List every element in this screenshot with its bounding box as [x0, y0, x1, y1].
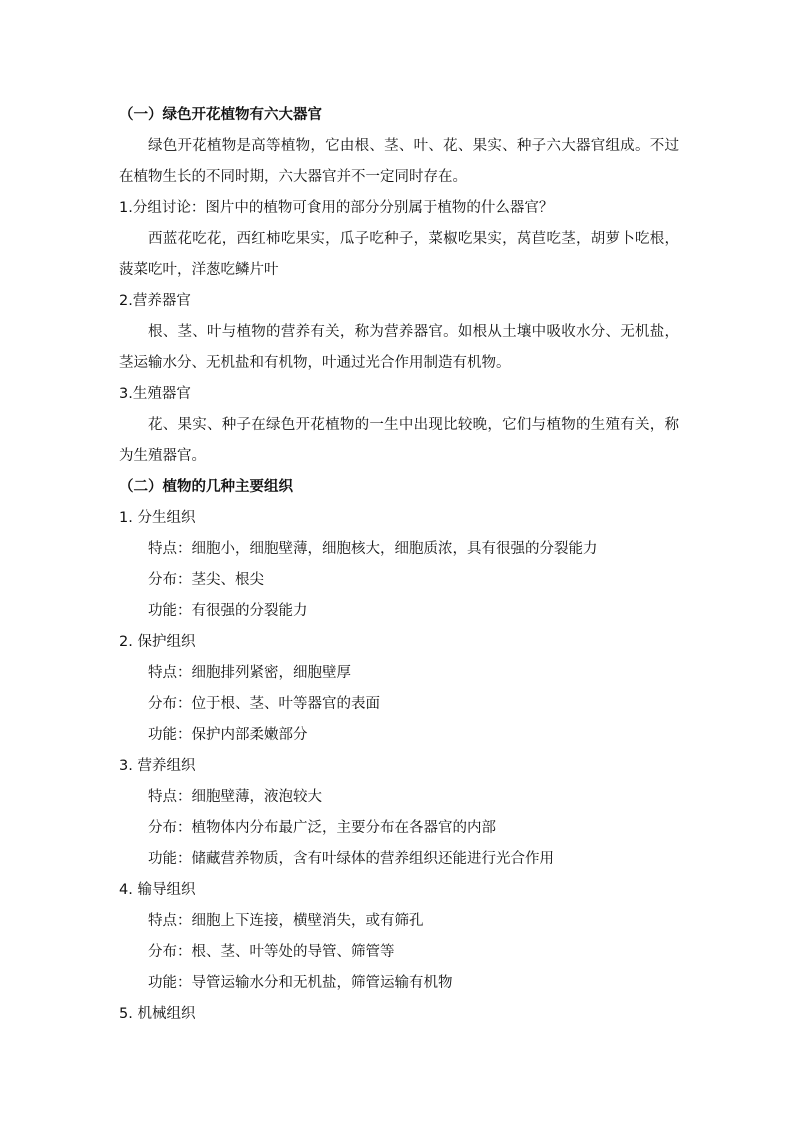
tissue-title: 3. 营养组织 — [119, 758, 196, 774]
tissue-function: 功能：储藏营养物质，含有叶绿体的营养组织还能进行光合作用 — [148, 851, 554, 867]
tissue-title: 2. 保护组织 — [119, 634, 196, 650]
tissue-feature: 特点：细胞排列紧密，细胞壁厚 — [148, 665, 351, 681]
tissue-protective — [119, 627, 679, 751]
mechanical-tissue-title: 5. 机械组织 — [119, 1006, 196, 1022]
tissue-title: 4. 输导组织 — [119, 882, 196, 898]
tissue-distribution: 分布：植物体内分布最广泛，主要分布在各器官的内部 — [148, 820, 496, 836]
tissue-title: 1. 分生组织 — [119, 510, 196, 526]
tissue-distribution: 分布：根、茎、叶等处的导管、筛管等 — [148, 944, 395, 960]
tissue-distribution: 分布：位于根、茎、叶等器官的表面 — [148, 696, 380, 712]
vegetative-organs-title: 2.营养器官 — [119, 293, 191, 309]
discussion-answer: 西蓝花吃花，西红柿吃果实，瓜子吃种子，菜椒吃果实，莴苣吃茎，胡萝卜吃根，菠菜吃叶，洋葱吃鳞片叶 — [119, 231, 679, 278]
section2-heading: （二）植物的几种主要组织 — [119, 479, 293, 495]
tissue-function: 功能：保护内部柔嫩部分 — [148, 727, 308, 743]
tissue-conductive — [119, 875, 679, 999]
tissue-function: 功能：有很强的分裂能力 — [148, 603, 308, 619]
tissue-feature: 特点：细胞小，细胞壁薄，细胞核大，细胞质浓，具有很强的分裂能力 — [148, 541, 598, 557]
reproductive-organs-text: 花、果实、种子在绿色开花植物的一生中出现比较晚，它们与植物的生殖有关，称为生殖器官。 — [119, 417, 679, 464]
tissue-feature: 特点：细胞壁薄，液泡较大 — [148, 789, 322, 805]
document-page — [119, 100, 679, 1030]
vegetative-organs-text: 根、茎、叶与植物的营养有关，称为营养器官。如根从土壤中吸收水分、无机盐，茎运输水分、无机盐和有机物，叶通过光合作用制造有机物。 — [119, 324, 679, 371]
tissue-distribution: 分布：茎尖、根尖 — [148, 572, 264, 588]
tissue-function: 功能：导管运输水分和无机盐，筛管运输有机物 — [148, 975, 453, 991]
tissue-feature: 特点：细胞上下连接，横壁消失，或有筛孔 — [148, 913, 424, 929]
section1-intro: 绿色开花植物是高等植物，它由根、茎、叶、花、果实、种子六大器官组成。不过在植物生长的不同时期，六大器官并不一定同时存在。 — [119, 138, 679, 185]
tissue-nutritive — [119, 751, 679, 875]
reproductive-organs-title: 3.生殖器官 — [119, 386, 191, 402]
discussion-title: 1.分组讨论：图片中的植物可食用的部分分别属于植物的什么器官？ — [119, 200, 554, 216]
tissue-meristematic — [119, 503, 679, 627]
section1-heading: （一）绿色开花植物有六大器官 — [119, 107, 322, 123]
